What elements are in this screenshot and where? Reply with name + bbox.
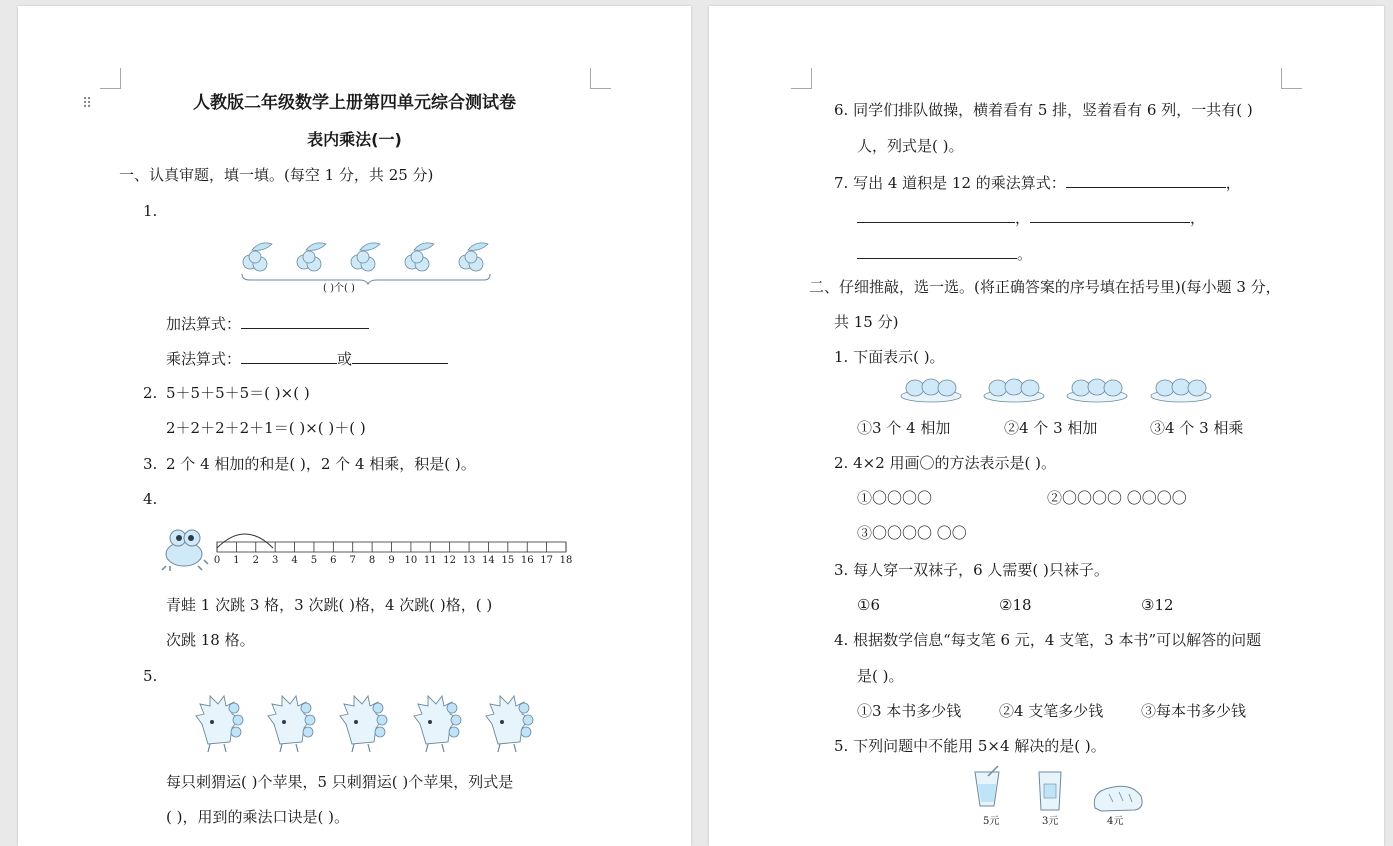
question-number-3: 3.: [143, 455, 158, 473]
q7-line-1: [834, 171, 1241, 193]
choice-q4-line-2: 是( )。: [857, 667, 904, 685]
price-label-bread: 4元: [1107, 816, 1124, 827]
hedgehog-icon: [340, 696, 387, 752]
document-page-left: [18, 6, 691, 846]
ruler-tick-label: 16: [520, 555, 534, 566]
addition-label: [166, 312, 369, 334]
cherry-icon: [351, 243, 380, 271]
margin-corner-tr: [590, 68, 611, 89]
addition-label-text: 加法算式：: [166, 315, 242, 333]
multiplication-blank-1[interactable]: [241, 347, 337, 364]
choice-q4-option-a[interactable]: ①3 本书多少钱: [857, 702, 962, 720]
hedgehog-icon: [486, 696, 533, 752]
ruler-tick-label: 9: [388, 555, 395, 566]
ruler-tick-label: 5: [310, 555, 318, 566]
q4-line-2: 次跳 18 格。: [166, 631, 255, 649]
choice-q4-option-c[interactable]: ③每本书多少钱: [1141, 702, 1247, 720]
ruler-tick-label: 6: [330, 555, 337, 566]
brace-line: [242, 274, 490, 284]
question-number-1: 1.: [143, 202, 158, 220]
ruler-tick-label: 2: [252, 555, 259, 566]
q5-line-1: 每只刺猬运( )个苹果，5 只刺猬运( )个苹果，列式是: [166, 773, 514, 791]
ruler-tick-label: 17: [540, 555, 553, 566]
multiplication-label: [166, 347, 448, 369]
hedgehog-icon: [414, 696, 461, 752]
choice-q2: 2. 4×2 用画〇的方法表示是( )。: [834, 454, 1056, 472]
ruler-tick-label: 7: [349, 555, 356, 566]
bread-icon: [1091, 784, 1145, 814]
margin-corner-tr: [1281, 68, 1302, 89]
plate-icon: [901, 379, 961, 402]
q6-line-2: 人，列式是( )。: [857, 137, 964, 155]
addition-blank[interactable]: [241, 312, 369, 329]
document-title: 人教版二年级数学上册第四单元综合测试卷: [193, 93, 516, 113]
q7-line-3: [857, 242, 1032, 264]
milk-cup-icon: [1037, 770, 1063, 812]
cherries-illustration: [238, 236, 498, 296]
choice-q3-option-a[interactable]: ①6: [857, 596, 880, 614]
ruler-tick-label: 18: [559, 555, 573, 566]
choice-q3-option-c[interactable]: ③12: [1141, 596, 1174, 614]
multiplication-blank-2[interactable]: [352, 347, 448, 364]
cherry-icon: [405, 243, 434, 271]
buns-illustration: [901, 372, 1213, 404]
q7-blank-4[interactable]: [857, 242, 1017, 259]
multiplication-label-text: 乘法算式：: [166, 350, 242, 368]
period: 。: [1017, 245, 1033, 263]
ruler-tick-label: 0: [213, 555, 221, 566]
section-heading-1: 一、认真审题，填一填。(每空 1 分，共 25 分): [119, 166, 434, 184]
comma: ，: [1015, 209, 1031, 227]
ruler-tick-label: 13: [462, 555, 476, 566]
q7-blank-2[interactable]: [857, 206, 1015, 223]
choice-q2-option-a[interactable]: ①〇〇〇〇: [857, 489, 933, 507]
ruler-tick-label: 15: [501, 555, 515, 566]
comma: ，: [1190, 209, 1206, 227]
choice-q1: 1. 下面表示( )。: [834, 348, 945, 366]
jump-arc: [217, 534, 273, 548]
choice-q5: 5. 下列问题中不能用 5×4 解决的是( )。: [834, 737, 1106, 755]
choice-q3-option-b[interactable]: ②18: [999, 596, 1032, 614]
frog-icon: [160, 524, 210, 572]
choice-q2-option-c[interactable]: ③〇〇〇〇 〇〇: [857, 524, 967, 542]
hedgehog-icon: [196, 696, 243, 752]
q7-blank-1[interactable]: [1066, 171, 1226, 188]
drag-handle-icon[interactable]: ⠿: [82, 96, 93, 112]
cherries-caption: ( )个( ): [323, 283, 355, 294]
cherry-icon: [459, 243, 488, 271]
document-page-right: [709, 6, 1384, 846]
choice-q4-option-b[interactable]: ②4 支笔多少钱: [999, 702, 1104, 720]
q2-line-2: 2＋2＋2＋2＋1＝( )×( )＋( ): [166, 419, 366, 437]
hedgehogs-illustration: [194, 694, 544, 756]
question-number-5: 5.: [143, 667, 158, 685]
cherry-icon: [243, 243, 272, 271]
ruler-tick-label: 10: [404, 555, 418, 566]
choice-q1-option-c[interactable]: ③4 个 3 相乘: [1150, 419, 1244, 437]
juice-icon: [972, 766, 1002, 810]
plate-icon: [984, 379, 1044, 402]
plate-icon: [1067, 379, 1127, 402]
q7-prompt: 7. 写出 4 道积是 12 的乘法算式：: [834, 174, 1066, 192]
ruler-tick-label: 1: [233, 555, 240, 566]
section-heading-2: 二、仔细推敲，选一选。(将正确答案的序号填在括号里)(每小题 3 分，: [809, 278, 1281, 296]
q3-text: 2 个 4 相加的和是( )，2 个 4 相乘，积是( )。: [166, 455, 476, 473]
q7-line-2: [857, 206, 1205, 228]
or-text: 或: [337, 350, 353, 368]
q4-line-1: 青蛙 1 次跳 3 格，3 次跳( )格，4 次跳( )格，( ): [166, 596, 493, 614]
margin-corner-tl: [100, 68, 121, 89]
ruler-tick-label: 8: [368, 555, 376, 566]
comma: ，: [1225, 174, 1241, 192]
cherry-icon: [297, 243, 326, 271]
ruler-tick-label: 12: [443, 555, 457, 566]
q7-blank-3[interactable]: [1030, 206, 1190, 223]
choice-q1-option-a[interactable]: ①3 个 4 相加: [857, 419, 951, 437]
choice-q1-option-b[interactable]: ②4 个 3 相加: [1004, 419, 1098, 437]
ruler-tick-label: 11: [423, 555, 437, 566]
ruler-tick-label: 4: [291, 555, 298, 566]
question-number-2: 2.: [143, 384, 158, 402]
q2-line-1: 5＋5＋5＋5＝( )×( ): [166, 384, 310, 402]
price-label-juice: 5元: [983, 816, 1000, 827]
q5-line-2: ( )，用到的乘法口诀是( )。: [166, 808, 349, 826]
ruler-tick-label: 14: [482, 555, 495, 566]
choice-q2-option-b[interactable]: ②〇〇〇〇 〇〇〇〇: [1047, 489, 1187, 507]
question-number-4: 4.: [143, 490, 158, 508]
price-label-milk: 3元: [1042, 816, 1059, 827]
document-subtitle: 表内乘法(一): [307, 130, 402, 149]
choice-q3: 3. 每人穿一双袜子，6 人需要( )只袜子。: [834, 561, 1109, 579]
plate-icon: [1151, 379, 1211, 402]
hedgehog-icon: [268, 696, 315, 752]
choice-q4-line-1: 4. 根据数学信息“每支笔 6 元，4 支笔，3 本书”可以解答的问题: [834, 631, 1262, 649]
q6-line-1: 6. 同学们排队做操，横着看有 5 排，竖着看有 6 列，一共有( ): [834, 101, 1253, 119]
number-ruler: [214, 526, 574, 566]
ruler-tick-label: 3: [271, 555, 279, 566]
margin-corner-tl: [791, 68, 812, 89]
section-heading-2-cont: 共 15 分): [834, 313, 899, 331]
